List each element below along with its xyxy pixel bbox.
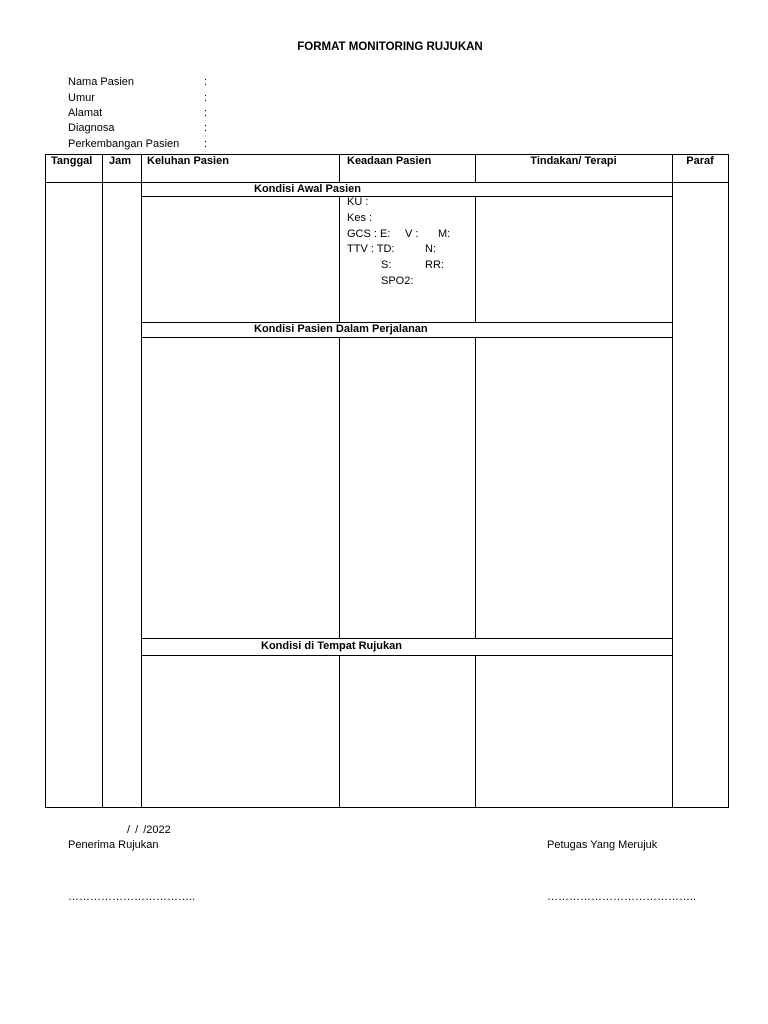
col-line-tindakan-paraf xyxy=(672,154,673,808)
header-tanggal: Tanggal xyxy=(51,155,93,167)
vital-rr: RR: xyxy=(425,259,444,271)
section-kondisi-dalam-perjalanan: Kondisi Pasien Dalam Perjalanan xyxy=(254,323,428,335)
vital-gcs-m: M: xyxy=(438,228,451,240)
footer-penerima-rujukan: Penerima Rujukan xyxy=(68,839,159,851)
col-line-keadaan-tindakan-s1 xyxy=(475,196,476,322)
vital-spo2: SPO2: xyxy=(381,275,414,287)
footer-signature-line-right: ………………………………….. xyxy=(547,891,697,903)
col-line-keluhan-keadaan-header xyxy=(339,154,340,183)
label-perkembangan-pasien: Perkembangan Pasien xyxy=(68,138,180,150)
section2-bottom-line xyxy=(141,337,673,338)
header-jam: Jam xyxy=(109,155,132,167)
vital-s: S: xyxy=(381,259,392,271)
colon-nama-pasien: : xyxy=(204,76,208,88)
col-line-jam-keluhan xyxy=(141,154,142,808)
colon-diagnosa: : xyxy=(204,122,208,134)
col-line-keadaan-tindakan-s2 xyxy=(475,337,476,639)
form-title: FORMAT MONITORING RUJUKAN xyxy=(297,41,483,53)
col-line-keluhan-keadaan-s1 xyxy=(339,196,340,322)
footer-petugas-yang-merujuk: Petugas Yang Merujuk xyxy=(547,839,658,851)
table-header-bottom-border xyxy=(45,182,729,183)
col-line-right xyxy=(728,154,729,808)
vital-ku: KU : xyxy=(347,196,369,208)
col-line-tanggal-jam xyxy=(102,154,103,808)
footer-signature-line-left: …………………………….. xyxy=(68,891,196,903)
col-line-keluhan-keadaan-s3 xyxy=(339,655,340,808)
table-bottom-border xyxy=(45,807,729,808)
label-umur: Umur xyxy=(68,92,95,104)
label-diagnosa: Diagnosa xyxy=(68,122,115,134)
section-kondisi-tempat-rujukan: Kondisi di Tempat Rujukan xyxy=(261,640,402,652)
vital-gcs-e: GCS : E: xyxy=(347,228,391,240)
header-keadaan-pasien: Keadaan Pasien xyxy=(347,155,432,167)
vital-kes: Kes : xyxy=(347,212,373,224)
section3-top-line xyxy=(141,638,673,639)
col-line-keadaan-tindakan-s3 xyxy=(475,655,476,808)
header-tindakan-terapi: Tindakan/ Terapi xyxy=(530,155,617,167)
colon-alamat: : xyxy=(204,107,208,119)
label-nama-pasien: Nama Pasien xyxy=(68,76,135,88)
colon-perkembangan-pasien: : xyxy=(204,138,208,150)
colon-umur: : xyxy=(204,92,208,104)
footer-date: / / /2022 xyxy=(127,824,171,836)
header-paraf: Paraf xyxy=(686,155,714,167)
vital-n: N: xyxy=(425,243,436,255)
label-alamat: Alamat xyxy=(68,107,103,119)
section3-bottom-line xyxy=(141,655,673,656)
section-kondisi-awal-pasien: Kondisi Awal Pasien xyxy=(254,183,361,195)
vital-gcs-v: V : xyxy=(405,228,419,240)
header-keluhan-pasien: Keluhan Pasien xyxy=(147,155,229,167)
col-line-left xyxy=(45,154,46,808)
vital-ttv-td: TTV : TD: xyxy=(347,243,395,255)
col-line-keluhan-keadaan-s2 xyxy=(339,337,340,639)
section1-bottom-line xyxy=(141,196,673,197)
